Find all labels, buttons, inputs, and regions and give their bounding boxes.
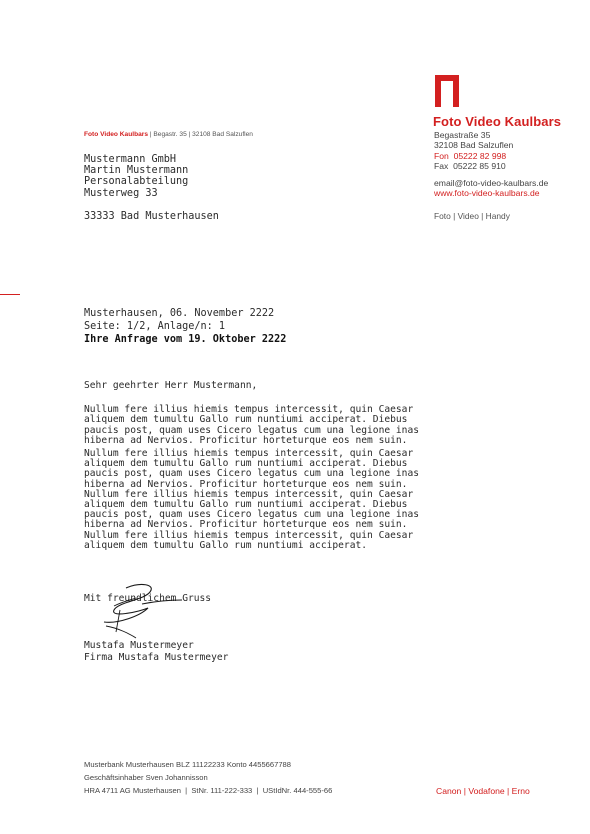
recipient-department: Personalabteilung	[84, 176, 189, 188]
footer-bank: Musterbank Musterhausen BLZ 11122233 Konto 4455667788	[84, 760, 292, 769]
footer-registry: HRA 4711 AG Musterhausen | StNr. 111-222-333 | UStIdNr. 444-555-66	[84, 786, 333, 796]
signer-name: Mustafa Mustermeyer	[84, 640, 194, 651]
fax-number: 05222 85 910	[453, 161, 506, 172]
letter-footer	[84, 758, 332, 798]
letter-subject: Ihre Anfrage vom 19. Oktober 2222	[84, 334, 287, 345]
letterhead-contact-block	[434, 130, 548, 198]
letter-body	[84, 381, 444, 551]
letterhead-email[interactable]: email@foto-video-kaulbars.de	[434, 177, 549, 188]
place-date: Musterhausen, 06. November 2222	[84, 308, 275, 319]
fold-mark	[0, 294, 20, 295]
salutation: Sehr geehrter Herr Mustermann,	[84, 380, 258, 391]
signer-block	[84, 640, 228, 665]
letterhead-company-name: Foto Video Kaulbars	[433, 114, 562, 129]
signer-company: Firma Mustafa Mustermeyer	[84, 652, 229, 664]
handwritten-signature	[96, 580, 186, 640]
sender-address: | Begastr. 35 | 32108 Bad Salzuflen	[148, 131, 253, 138]
body-paragraph: Nullum fere illius hiemis tempus intercessit, quin Caesar aliquem dem tumultu Gallo rum nuntiumi acciperat. Diebus paucis post, quam uses Cicero legatus cum una legione inas hiberna ad Nervios. Proficitur horteturque eos nem suin. Nullum fere illius hiemis tempus intercessit, quin Caesar aliquem dem tumultu Gallo rum nuntiumi acciperat. Diebus paucis post, quam uses Cicero legatus cum una legione inas hiberna ad Nervios. Proficitur horteturque eos nem suin. Nullum fere illius hiemis tempus intercessit, quin Caesar aliquem dem tumultu Gallo rum nuntiumi acciperat.	[84, 448, 420, 551]
recipient-address	[84, 154, 219, 222]
letterhead-website[interactable]: www.foto-video-kaulbars.de	[434, 188, 540, 199]
letterhead-city: 32108 Bad Salzuflen	[434, 140, 514, 151]
closing-greeting: Mit freundlichem Gruss	[84, 593, 212, 604]
footer-brands: Canon | Vodafone | Erno	[436, 786, 530, 796]
page-info: Seite: 1/2, Anlage/n: 1	[84, 321, 226, 332]
phone-number: 05222 82 998	[453, 150, 507, 161]
recipient-city: 33333 Bad Musterhausen	[84, 210, 219, 222]
phone-label: Fon	[434, 150, 449, 161]
body-paragraph: Nullum fere illius hiemis tempus intercessit, quin Caesar aliquem dem tumultu Gallo rum nuntiumi acciperat. Diebus paucis post, quam uses Cicero legatus cum una legione inas hiberna ad Nervios. Proficitur horteturque eos nem suin.	[84, 404, 420, 446]
letter-meta	[84, 307, 286, 346]
sender-name: Foto Video Kaulbars	[84, 131, 148, 138]
recipient-street: Musterweg 33	[84, 187, 158, 199]
fax-label: Fax	[434, 161, 449, 172]
footer-manager: Geschäftsinhaber Sven Johannisson	[84, 773, 208, 783]
letterhead-fax	[434, 161, 548, 171]
sender-return-line	[84, 131, 253, 138]
letterhead-services: Foto | Video | Handy	[434, 211, 510, 221]
letterhead-phone	[434, 151, 548, 161]
recipient-person: Martin Mustermann	[84, 165, 189, 177]
recipient-company: Mustermann GmbH	[84, 154, 177, 165]
company-logo-icon	[434, 74, 460, 108]
letterhead-street: Begastraße 35	[434, 130, 491, 140]
